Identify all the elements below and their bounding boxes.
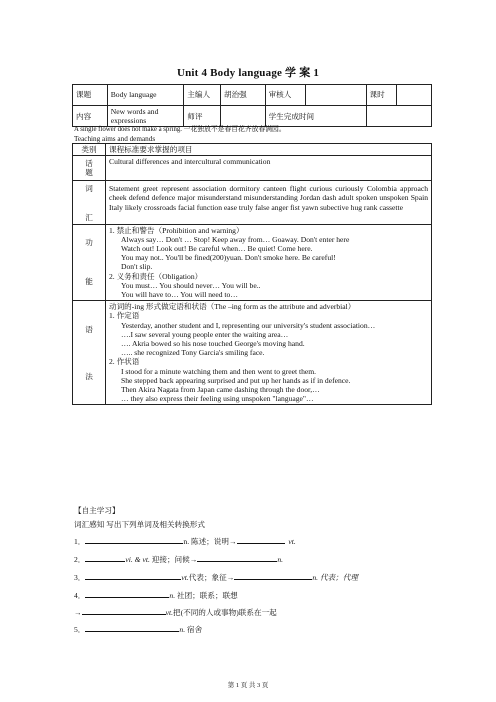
aims-heading: Teaching aims and demands — [74, 135, 156, 143]
exercise-number: 2． — [74, 555, 86, 564]
exercise-text: n. 陈述；说明→ — [183, 537, 237, 546]
exercise-pos: n. — [179, 625, 186, 634]
value-reviewer — [306, 85, 366, 106]
grammar-line: I stood for a minute watching them and then went to greet them. — [121, 366, 317, 376]
grammar-line: ….. she recognized Tony Garcia's smiling face. — [121, 348, 265, 358]
value-content: New words and expressions — [107, 106, 184, 127]
exercise-pos: n. — [277, 555, 284, 564]
exercise-line-4 — [74, 589, 238, 601]
header-row-1 — [73, 85, 432, 106]
exercise-number: 3． — [74, 573, 86, 582]
head-category: 类别 — [73, 144, 106, 156]
label-reviewer: 审核人 — [265, 85, 306, 106]
function-line: 1. 禁止和警告（Prohibition and warning） — [109, 225, 244, 235]
aims-table — [72, 143, 432, 405]
exercise-arrow: → — [74, 608, 82, 617]
value-period — [397, 85, 432, 106]
answer-blank[interactable] — [85, 623, 179, 632]
cat-function-1: 功 — [85, 238, 93, 248]
page-footer: 第 1 页 共 3 页 — [227, 682, 269, 689]
answer-blank[interactable] — [197, 553, 277, 562]
exercise-line-2 — [74, 553, 283, 565]
exercise-pos: vt. — [288, 537, 296, 546]
answer-blank[interactable] — [237, 535, 285, 544]
answer-blank[interactable] — [85, 571, 181, 580]
label-topic: 课题 — [73, 85, 108, 106]
exercise-text: 代表；象征→ — [188, 573, 235, 582]
answer-blank[interactable] — [85, 553, 125, 562]
exercise-line-5 — [74, 606, 277, 618]
exercise-text: 把(不同的人或事物)联系在一起 — [172, 608, 277, 617]
grammar-line: … they also express their feeling using unspoken "language"… — [121, 394, 314, 404]
cat-grammar — [73, 301, 106, 405]
exercise-number: 4． — [74, 591, 86, 600]
cat-vocab-1: 词 — [85, 184, 93, 194]
cat-function-2: 能 — [85, 277, 93, 287]
exercise-number: 5． — [74, 625, 86, 634]
cat-vocab-2: 汇 — [85, 213, 93, 223]
row-grammar — [73, 301, 432, 405]
label-content: 内容 — [73, 106, 108, 127]
cat-grammar-1: 语 — [85, 324, 93, 334]
cat-function — [73, 224, 106, 301]
aims-table-head — [73, 144, 432, 156]
grammar-line: 1. 作定语 — [109, 311, 140, 321]
page-title: Unit 4 Body language 学 案 1 — [176, 67, 320, 79]
cat-vocab — [73, 181, 106, 224]
grammar-line: …. Akria bowed so his nose touched George's moving hand. — [121, 339, 305, 349]
self-study-instruction: 词汇感知 写出下列单词及相关转换形式 — [74, 520, 205, 529]
exercise-line-3 — [74, 571, 358, 583]
label-teacher-comment: 师评 — [184, 106, 221, 127]
cat-topic — [73, 156, 106, 181]
label-completion-time: 学生完成时间 — [265, 106, 366, 127]
exercise-pos: vt. — [181, 573, 189, 582]
grammar-line: Then Akira Nagata from Japan came dashing through the door,… — [121, 385, 320, 395]
exercise-line-6 — [74, 623, 202, 635]
vocab-text: Statement greet represent association dormitory canteen flight curious curiously Colombia approach cheek defend defence major misunderstand misunderstanding Jordan dash adult spoken unspoken Spain Italy likely crossroads facial function ease truly false anger fist yawn subective hug rank cassette — [106, 181, 432, 224]
exercise-text: 社团；联系；联想 — [177, 591, 238, 600]
proverb: A single flower does not make a spring. 一花独放不是春百花齐放春满园。 — [74, 126, 286, 133]
function-line: Watch out! Look out! Be careful when… Be quiet! Come here. — [121, 244, 313, 254]
grammar-text — [106, 301, 432, 405]
value-editor: 胡治强 — [220, 85, 265, 106]
exercise-text: 宿舍 — [187, 625, 203, 634]
answer-blank[interactable] — [82, 606, 166, 615]
exercise-pos: n. 代表；代理 — [312, 573, 358, 582]
function-line: 2. 义务和责任（Obligation） — [109, 271, 203, 281]
answer-blank[interactable] — [234, 571, 312, 580]
grammar-line: 2. 作状语 — [109, 357, 140, 367]
grammar-line: Yesterday, another student and I, representing our university's student association… — [121, 320, 376, 330]
value-completion-time — [366, 106, 431, 127]
grammar-line: ….I saw several young people enter the waiting area… — [121, 329, 289, 339]
topic-text: Cultural differences and intercultural communication — [106, 156, 432, 181]
row-topic — [73, 156, 432, 181]
cat-topic-1: 话 — [85, 159, 93, 168]
exercise-text: 迎接；问候→ — [151, 555, 198, 564]
exercise-pos: n. — [169, 591, 176, 600]
label-period: 课时 — [366, 85, 397, 106]
function-line: Always say… Don't … Stop! Keep away from… Goaway. Don't enter here — [121, 234, 350, 244]
self-study-heading: 【自主学习】 — [74, 506, 120, 515]
label-editor: 主编人 — [184, 85, 221, 106]
exercise-line-1 — [74, 535, 296, 547]
function-line: You must… You should never… You will be.. — [121, 280, 261, 290]
function-line: Don't slip. — [121, 262, 153, 272]
answer-blank[interactable] — [85, 535, 183, 544]
function-line: You will have to… You will need to… — [121, 290, 238, 300]
value-topic: Body language — [107, 85, 184, 106]
cat-topic-2: 题 — [85, 168, 93, 178]
grammar-line: 动词的-ing 形式做定语和状语（The –ing form as the attribute and adverbial） — [109, 302, 356, 312]
row-function — [73, 224, 432, 301]
grammar-line: She stepped back appearing surprised and put up her hands as if in defence. — [121, 375, 351, 385]
header-table — [72, 84, 432, 127]
exercise-pos: vi. & vt. — [125, 555, 150, 564]
cat-grammar-2: 法 — [85, 371, 93, 381]
row-vocab — [73, 181, 432, 224]
exercise-pos: vt. — [165, 608, 173, 617]
function-line: You may not.. You'll be fined(200)yuan. Don't smoke here. Be careful! — [121, 253, 336, 263]
answer-blank[interactable] — [85, 589, 169, 598]
head-items: 课程标准要求掌握的项目 — [106, 144, 432, 156]
exercise-number: 1． — [74, 537, 86, 546]
function-text — [106, 224, 432, 301]
